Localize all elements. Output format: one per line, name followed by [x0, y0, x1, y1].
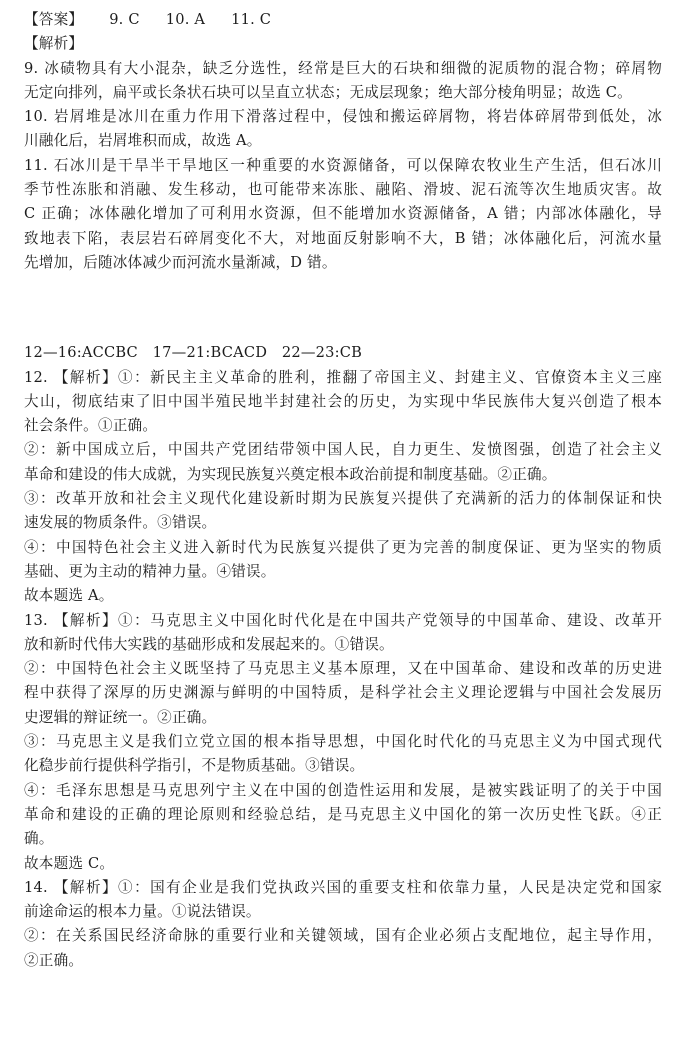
text-line: 革命和建设的正确的理论原则和经验总结，是马克思主义中国化的第一次历史性飞跃。④正: [24, 805, 662, 823]
analysis-label: 【解析】: [24, 35, 84, 53]
paragraph: [24, 609, 662, 658]
text-line: 基础、更为主动的精神力量。④错误。: [24, 562, 276, 580]
paragraph: [24, 852, 662, 876]
paragraph: [24, 779, 662, 852]
text-line: 10. 岩屑堆是冰川在重力作用下滑落过程中，侵蚀和搬运碎屑物，将岩体碎屑带到低处，冰: [24, 108, 662, 126]
text-line: 确。: [24, 830, 54, 848]
text-line: 故本题选 A。: [24, 587, 114, 605]
text-line: 大山，彻底结束了旧中国半殖民地半封建社会的历史，为实现中华民族伟大复兴创造了根本: [24, 392, 662, 410]
text-line: ②：新中国成立后，中国共产党团结带领中国人民，自力更生、发愤图强，创造了社会主义: [24, 441, 662, 459]
answer-line: [24, 8, 662, 32]
answer-9: 9. C: [109, 11, 140, 28]
answer-summary: 12—16:ACCBC 17—21:BCACD 22—23:CB: [24, 344, 363, 362]
text-line: 11. 石冰川是干旱半干旱地区一种重要的水资源储备，可以保障农牧业生产生活，但石冰川: [24, 156, 662, 174]
text-line: ③：改革开放和社会主义现代化建设新时期为民族复兴提供了充满新的活力的体制保证和快: [24, 490, 662, 508]
paragraph: [24, 366, 662, 439]
paragraph: [24, 154, 662, 275]
paragraph: [24, 536, 662, 585]
text-line: ②正确。: [24, 951, 84, 969]
text-line: 无定向排列，扁平或长条状石块可以呈直立状态；无成层现象；绝大部分棱角明显；故选 C。: [24, 83, 632, 101]
text-line: C 正确；冰体融化增加了可利用水资源，但不能增加水资源储备，A 错；内部冰体融化，导: [24, 205, 662, 223]
text-line: 化稳步前行提供科学指引，不是物质基础。③错误。: [24, 757, 365, 775]
section-gap: [24, 275, 662, 341]
section2-paragraphs: [24, 366, 662, 973]
paragraph: [24, 584, 662, 608]
paragraph: [24, 924, 662, 973]
text-line: 14. 【解析】①：国有企业是我们党执政兴国的重要支柱和依靠力量，人民是决定党和国家: [24, 878, 662, 896]
text-line: 川融化后，岩屑堆积而成，故选 A。: [24, 132, 262, 150]
paragraph: [24, 876, 662, 925]
text-line: ④：毛泽东思想是马克思列宁主义在中国的创造性运用和发展，是被实践证明了的关于中国: [24, 781, 662, 799]
text-line: 史逻辑的辩证统一。②正确。: [24, 708, 217, 726]
text-line: ③：马克思主义是我们立党立国的根本指导思想，中国化时代化的马克思主义为中国式现代: [24, 733, 662, 751]
section1-paragraphs: [24, 57, 662, 276]
text-line: 致地表下陷，表层岩石碎屑变化不大，对地面反射影响不大，B 错；冰体融化后，河流水量: [24, 229, 662, 247]
answer-11: 11. C: [231, 11, 272, 28]
text-line: 前途命运的根本力量。①说法错误。: [24, 903, 261, 921]
text-line: 社会条件。①正确。: [24, 417, 158, 435]
paragraph: [24, 105, 662, 154]
text-line: ②：在关系国民经济命脉的重要行业和关键领域，国有企业必须占支配地位，起主导作用，: [24, 927, 662, 945]
paragraph: [24, 730, 662, 779]
text-line: 速发展的物质条件。③错误。: [24, 514, 217, 532]
text-line: 季节性冻胀和消融、发生移动，也可能带来冻胀、融陷、滑坡、泥石流等次生地质灾害。故: [24, 181, 662, 199]
text-line: 革命和建设的伟大成就，为实现民族复兴奠定根本政治前提和制度基础。②正确。: [24, 465, 557, 483]
text-line: 放和新时代伟大实践的基础形成和发展起来的。①错误。: [24, 635, 394, 653]
answer-label: 【答案】: [24, 11, 84, 28]
text-line: 先增加，后随冰体减少而河流水量渐减，D 错。: [24, 253, 337, 271]
text-line: 程中获得了深厚的历史渊源与鲜明的中国特质，是科学社会主义理论逻辑与中国社会发展历: [24, 684, 662, 702]
text-line: 13. 【解析】①：马克思主义中国化时代化是在中国共产党领导的中国革命、建设、改革开: [24, 611, 662, 629]
paragraph: [24, 438, 662, 487]
paragraph: [24, 657, 662, 730]
text-line: 9. 冰碛物具有大小混杂，缺乏分选性，经常是巨大的石块和细微的泥质物的混合物；碎屑物: [24, 59, 662, 77]
paragraph: [24, 487, 662, 536]
text-line: ④：中国特色社会主义进入新时代为民族复兴提供了更为完善的制度保证、更为坚实的物质: [24, 538, 662, 556]
answer-10: 10. A: [165, 11, 206, 28]
text-line: 12. 【解析】①：新民主主义革命的胜利，推翻了帝国主义、封建主义、官僚资本主义三座: [24, 368, 662, 386]
paragraph: [24, 57, 662, 106]
text-line: 故本题选 C。: [24, 854, 115, 872]
text-line: ②：中国特色社会主义既坚持了马克思主义基本原理，又在中国革命、建设和改革的历史进: [24, 660, 662, 678]
